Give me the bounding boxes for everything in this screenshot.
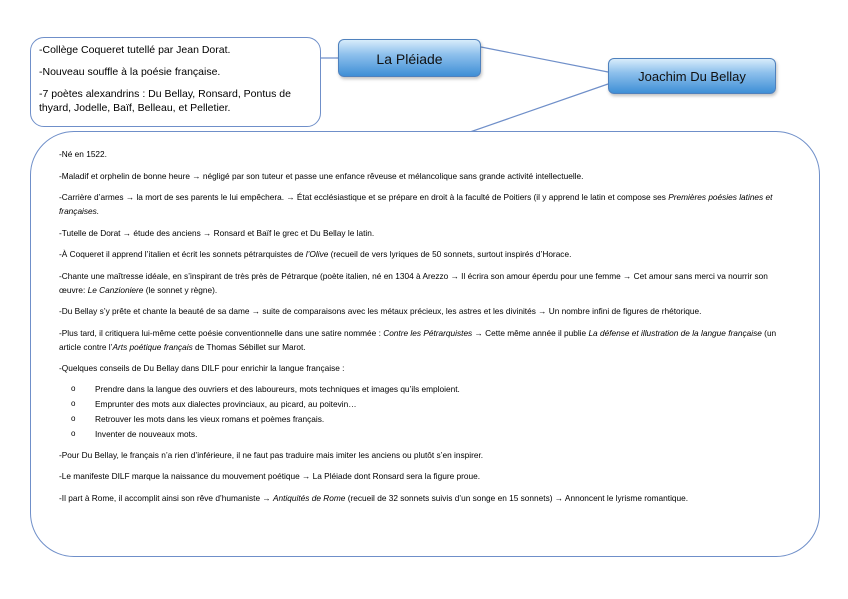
bio-paragraph-childhood: -Maladif et orphelin de bonne heure → négligé par son tuteur et passe une enfance rêveuse et mélancolique sans grande activité intellectuelle. [59, 170, 584, 181]
work-title: La défense et illustration de la langue française [588, 327, 762, 338]
list-item: o Retrouver les mots dans les vieux romans et poèmes français. [95, 412, 785, 426]
work-title: Contre les Pétrarquistes [383, 327, 473, 338]
biography-box [30, 131, 820, 557]
bio-paragraph-manifeste: -Le manifeste DILF marque la naissance du mouvement poétique → La Pléiade dont Ronsard sera la figure proue. [59, 471, 481, 481]
college-line: -Collège Coqueret tutellé par Jean Dorat. [39, 44, 231, 56]
college-line: -7 poètes alexandrins : Du Bellay, Ronsard, Pontus de thyard, Jodelle, Baïf, Belleau, et Pelletier. [39, 88, 291, 114]
conseils-list [59, 382, 785, 441]
work-title: Arts poétique français [112, 341, 193, 352]
bio-paragraph-coqueret: -À Coqueret il apprend l’italien et écrit les sonnets pétrarquistes de l’Olive (recueil de vers lyriques de 50 sonnets, surtout inspirés d’Horace. [59, 249, 572, 259]
work-title: Le Canzioniere [87, 284, 144, 295]
list-item: o Emprunter des mots aux dialectes provinciaux, au picard, au poitevin… [95, 397, 785, 411]
bio-paragraph-career: -Carrière d’armes → la mort de ses parents le lui empêchera. → État ecclésiastique et se prépare en droit à la faculté de Poitiers (il y apprend le latin et compose ses Premières poésies latines et françaises. [59, 192, 773, 216]
connector-pleiade-to-bellay [481, 47, 608, 72]
bio-paragraph-imitation: -Pour Du Bellay, le français n’a rien d’inférieure, il ne faut pas traduire mais imiter les anciens ou plutôt s’en inspirer. [59, 449, 484, 460]
college-line: -Nouveau souffle à la poésie française. [39, 66, 221, 78]
bio-paragraph-satire: -Plus tard, il critiquera lui-même cette poésie conventionnelle dans une satire nommée : Contre les Pétrarquistes → Cette même année il publie La défense et illustration de la langue française (un article contre l’Arts poétique français de Thomas Sébillet sur Marot. [59, 327, 777, 352]
college-info-box [30, 37, 321, 127]
list-item: o Prendre dans la langue des ouvriers et des laboureurs, mots techniques et images qu’ils emploient. [95, 382, 785, 396]
bio-paragraph-dorat: -Tutelle de Dorat → étude des anciens → Ronsard et Baïf le grec et Du Bellay le latin. [59, 227, 375, 238]
work-title: Premières poésies latines et françaises. [59, 192, 773, 216]
node-joachim-du-bellay[interactable]: Joachim Du Bellay [608, 58, 776, 94]
bio-paragraph-rhetorique: -Du Bellay s’y prête et chante la beauté de sa dame → suite de comparaisons avec les métaux précieux, les astres et les divinités → Un nombre infini de figures de rhétorique. [59, 306, 702, 316]
bio-paragraph-conseils: -Quelques conseils de Du Bellay dans DILF pour enrichir la langue française : [59, 363, 345, 373]
connector-bellay-to-main [470, 84, 608, 132]
bio-paragraph-birth: -Né en 1522. [59, 149, 107, 159]
list-item: o Inventer de nouveaux mots. [95, 427, 785, 441]
node-la-pleiade[interactable]: La Pléiade [338, 39, 481, 77]
work-title: Antiquités de Rome [272, 492, 346, 503]
bio-paragraph-petrarque: -Chante une maîtresse idéale, en s’inspirant de très près de Pétrarque (poète italien, né en 1304 à Arezzo → Il écrira son amour éperdu pour une femme → Cet amour sans merci va nourrir son œuvre: Le Canzioniere (le sonnet y règne). [59, 270, 768, 295]
work-title: l’Olive [305, 249, 329, 259]
bio-paragraph-rome: -Il part à Rome, il accomplit ainsi son rêve d’humaniste → Antiquités de Rome (recueil de 32 sonnets suivis d’un songe en 15 sonnets) → Annoncent le lyrisme romantique. [59, 492, 689, 503]
